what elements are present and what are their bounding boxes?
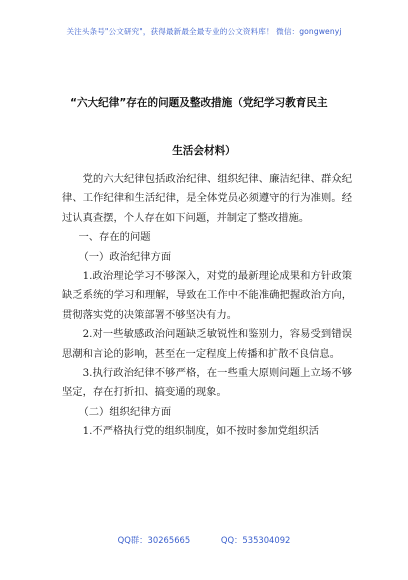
paragraph-item: 1.不严格执行党的组织制度，如不按时参加党组织活	[82, 425, 319, 438]
footer-qq: QQ：535304092	[220, 535, 291, 545]
document-title-line-1: “六大纪律”存在的问题及整改措施（党纪学习教育民主	[70, 97, 328, 109]
footer-contact	[0, 534, 408, 546]
footer-qq-group: QQ群：30265665	[117, 535, 191, 545]
document-body	[62, 170, 352, 442]
subsection-heading-organizational: （二）组织纪律方面	[78, 405, 172, 418]
paragraph-item: 1.政治理论学习不够深入，对党的最新理论成果和方针政策缺乏系统的学习和理解，导致在工作中不能准确把握政治方向，贯彻落实党的决策部署不够坚决有力。	[62, 270, 352, 321]
header-note: 关注头条号"公文研究"，获得最新最全最专业的公文资料库！ 微信：gongwenyj	[66, 27, 342, 36]
paragraph-item: 3.执行政治纪律不够严格，在一些重大原则问题上立场不够坚定，存在打折扣、搞变通的现象。	[62, 367, 352, 399]
paragraph-item: 2.对一些敏感政治问题缺乏敏锐性和鉴别力，容易受到错误思潮和言论的影响，甚至在一定程度上传播和扩散不良信息。	[62, 328, 352, 360]
intro-paragraph: 党的六大纪律包括政治纪律、组织纪律、廉洁纪律、群众纪律、工作纪律和生活纪律，是全体党员必须遵守的行为准则。经过认真查摆，个人存在如下问题，并制定了整改措施。	[62, 173, 352, 224]
section-heading-problems: 一、存在的问题	[78, 231, 151, 244]
document-title-line-2: 生活会材料）	[172, 145, 236, 157]
subsection-heading-political: （一）政治纪律方面	[78, 250, 172, 263]
